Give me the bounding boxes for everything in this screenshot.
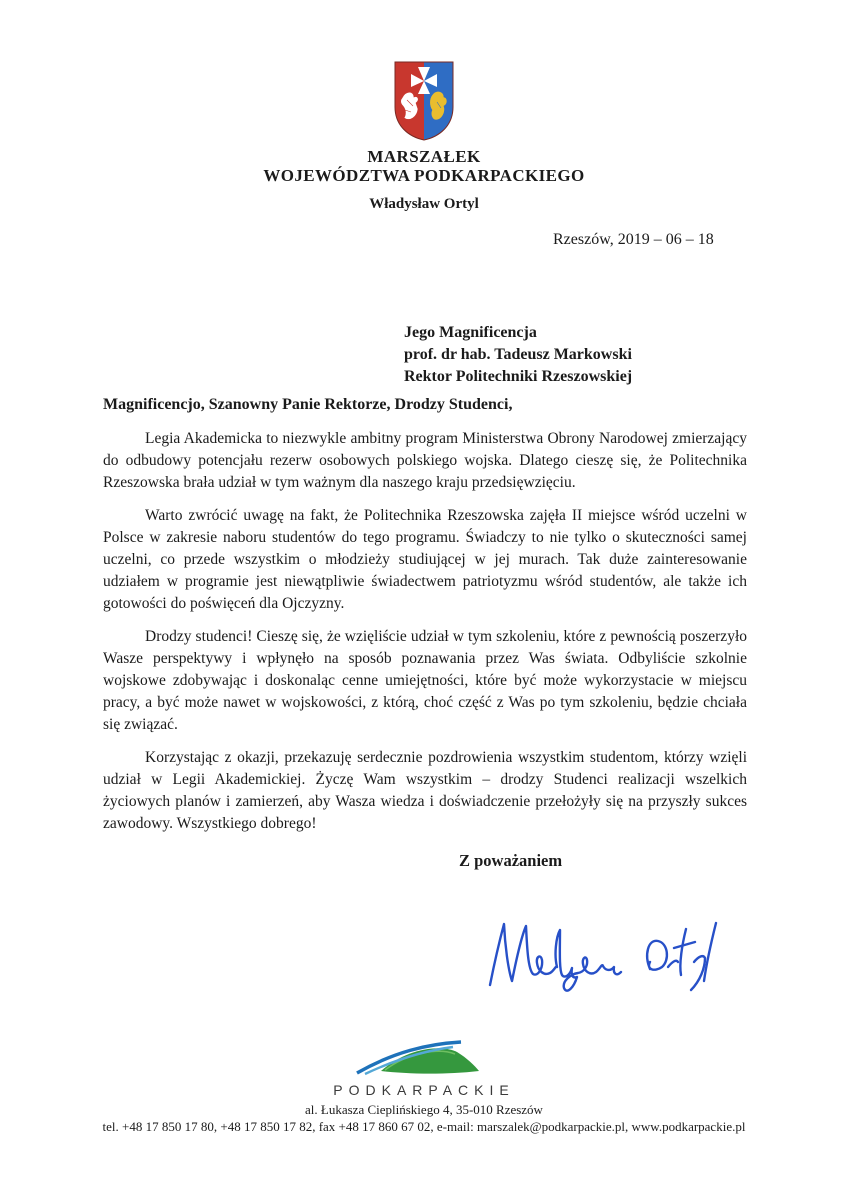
coat-of-arms-icon — [393, 60, 455, 147]
salutation: Magnificencjo, Szanowny Panie Rektorze, Drodzy Studenci, — [103, 396, 513, 413]
letterhead — [0, 60, 848, 213]
footer-contact — [0, 1101, 848, 1135]
org-name-line1: MARSZAŁEK — [367, 147, 481, 166]
handwritten-signature — [478, 915, 728, 1020]
dateline: Rzeszów, 2019 – 06 – 18 — [553, 231, 714, 248]
letter-body — [103, 428, 747, 846]
addressee-line: prof. dr hab. Tadeusz Markowski — [404, 346, 632, 363]
paragraph: Legia Akademicka to niezwykle ambitny program Ministerstwa Obrony Narodowej zmierzający do odbudowy potencjału rezerw osobowych polskiego wojska. Dlatego cieszę się, że Politechnika Rzeszowska brała udział w tym ważnym dla naszego kraju przedsięwzięciu. — [103, 430, 747, 491]
closing-phrase: Z poważaniem — [459, 851, 563, 870]
addressee-block — [404, 322, 632, 388]
footer-address: al. Łukasza Cieplińskiego 4, 35-010 Rzeszów — [305, 1102, 543, 1117]
org-name-line2: WOJEWÓDZTWA PODKARPACKIEGO — [263, 166, 585, 185]
addressee-line: Jego Magnificencja — [404, 324, 537, 341]
podkarpackie-logo-icon — [349, 1063, 499, 1080]
sender-name: Władysław Ortyl — [369, 196, 479, 212]
footer-logo — [0, 1040, 848, 1098]
footer-logo-text: PODKARPACKIE — [333, 1082, 515, 1098]
addressee-line: Rektor Politechniki Rzeszowskiej — [404, 368, 633, 385]
paragraph: Korzystając z okazji, przekazuję serdecznie pozdrowienia wszystkim studentom, którzy wzięli udział w Legii Akademickiej. Życzę Wam wszystkim – drodzy Studenci realizacji wszelkich życiowych planów i zamierzeń, aby Wasza wiedza i doświadczenie przełożyły się na przyszły sukces zawodowy. Wszystkiego dobrego! — [103, 749, 747, 832]
paragraph: Warto zwrócić uwagę na fakt, że Politechnika Rzeszowska zajęła II miejsce wśród uczelni w Polsce w zakresie naboru studentów do tego programu. Świadczy to nie tylko o skuteczności samej uczelni, co przede wszystkim o młodzieży studiującej w jej murach. Tak duże zainteresowanie udziałem w programie jest niewątpliwie świadectwem patriotyzmu wśród studentów, ale także ich gotowości do poświęceń dla Ojczyzny. — [103, 507, 747, 612]
paragraph: Drodzy studenci! Cieszę się, że wzięliście udział w tym szkoleniu, które z pewnością poszerzyło Wasze perspektywy i wpłynęło na sposób poznawania przez Was świata. Odbyliście szkolnie wojskowe zdobywając i doskonaląc cenne umiejętności, które być może wykorzystacie w miejscu pracy, a być może nawet w wojskowości, z którą, choć część z Was po tym szkoleniu, będzie chciała się związać. — [103, 628, 747, 733]
footer-phones-email: tel. +48 17 850 17 80, +48 17 850 17 82, fax +48 17 860 67 02, e-mail: marszalek@podkarpackie.pl, www.podkarpackie.pl — [102, 1119, 746, 1134]
